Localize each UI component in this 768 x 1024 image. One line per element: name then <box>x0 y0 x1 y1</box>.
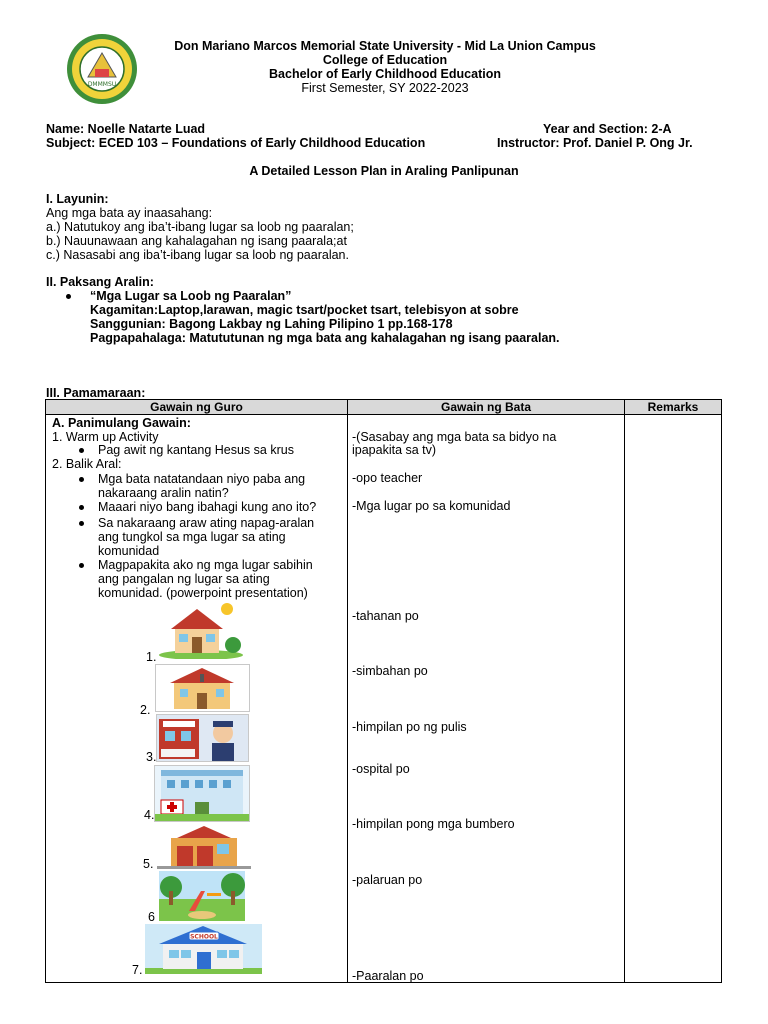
bata-response: ipapakita sa tv) <box>352 443 437 457</box>
bullet-icon <box>79 521 84 526</box>
balik-item-line: nakaraang aralin natin? <box>98 486 229 500</box>
bata-response: -palaruan po <box>352 873 423 887</box>
bata-response: -himpilan pong mga bumbero <box>352 817 515 831</box>
balik-item-line: Maaari niyo bang ibahagi kung ano ito? <box>98 500 317 514</box>
subject: Subject: ECED 103 – Foundations of Early Childhood Education <box>46 136 426 150</box>
fire-station-picture <box>157 824 251 869</box>
bullet-icon <box>66 294 71 299</box>
paksa-sanggunian: Sanggunian: Bagong Lakbay ng Lahing Pilipino 1 pp.168-178 <box>90 317 453 331</box>
church-picture <box>155 664 250 712</box>
layunin-item: c.) Nasasabi ang iba’t-ibang lugar sa loob ng paaralan. <box>46 248 349 262</box>
house-picture <box>157 601 245 659</box>
balik-item-line: Sa nakaraang araw ating napag-aralan <box>98 516 315 530</box>
instructor: Instructor: Prof. Daniel P. Ong Jr. <box>497 136 693 150</box>
pamamaraan-heading: III. Pamamaraan: <box>46 386 146 400</box>
balik-item-line: ang tungkol sa mga lugar sa ating <box>98 530 286 544</box>
bata-response: -ospital po <box>352 762 410 776</box>
picture-number: 1. <box>146 650 157 664</box>
balik-item-line: Mga bata natatandaan niyo paba ang <box>98 472 306 486</box>
picture-number: 5. <box>143 857 154 871</box>
column-header-remarks: Remarks <box>625 400 722 415</box>
paksa-kagamitan: Kagamitan:Laptop,larawan, magic tsart/pocket tsart, telebisyon at sobre <box>90 303 519 317</box>
layunin-intro: Ang mga bata ay inaasahang: <box>46 206 213 220</box>
bullet-icon <box>79 448 84 453</box>
semester: First Semester, SY 2022-2023 <box>301 81 469 95</box>
paksa-title: “Mga Lugar sa Loob ng Paaralan” <box>90 289 292 303</box>
school-sign-text: SCHOOL <box>190 933 218 941</box>
hospital-picture <box>154 765 250 822</box>
column-header-guro: Gawain ng Guro <box>46 400 348 415</box>
warmup-label: 1. Warm up Activity <box>52 430 159 444</box>
column-header-bata: Gawain ng Bata <box>348 400 625 415</box>
balik-item-line: Magpapakita ako ng mga lugar sabihin <box>98 558 313 572</box>
lesson-plan-title: A Detailed Lesson Plan in Araling Panlipunan <box>249 164 519 178</box>
police-station-picture <box>156 714 249 762</box>
layunin-item: b.) Nauunawaan ang kahalagahan ng isang paarala;at <box>46 234 347 248</box>
bata-response: -opo teacher <box>352 471 423 485</box>
college-name: College of Education <box>322 53 448 67</box>
school-picture <box>145 924 262 974</box>
bata-response: -himpilan po ng pulis <box>352 720 467 734</box>
balik-item-line: komunidad. (powerpoint presentation) <box>98 586 308 600</box>
bullet-icon <box>79 477 84 482</box>
balik-aral-label: 2. Balik Aral: <box>52 457 122 471</box>
bata-response: -Mga lugar po sa komunidad <box>352 499 511 513</box>
picture-number: 4. <box>144 808 155 822</box>
balik-item-line: ang pangalan ng lugar sa ating <box>98 572 270 586</box>
layunin-item: a.) Natutukoy ang iba’t-ibang lugar sa loob ng paaralan; <box>46 220 354 234</box>
year-section: Year and Section: 2-A <box>543 122 672 136</box>
bata-response: -tahanan po <box>352 609 419 623</box>
playground-picture <box>159 871 245 921</box>
bullet-icon <box>79 505 84 510</box>
warmup-item: Pag awit ng kantang Hesus sa krus <box>98 443 294 457</box>
university-name: Don Mariano Marcos Memorial State University - Mid La Union Campus <box>174 39 596 53</box>
paksa-pagpapahalaga: Pagpapahalaga: Matututunan ng mga bata ang kahalagahan ng isang paaralan. <box>90 331 560 345</box>
bata-response: -(Sasabay ang mga bata sa bidyo na <box>352 430 557 444</box>
panimulang-gawain: A. Panimulang Gawain: <box>52 416 191 430</box>
picture-number: 7. <box>132 963 143 977</box>
layunin-heading: I. Layunin: <box>46 192 109 206</box>
bullet-icon <box>79 563 84 568</box>
svg-text:DMMMSU: DMMMSU <box>87 81 117 88</box>
bata-response: -Paaralan po <box>352 969 424 983</box>
bata-response: -simbahan po <box>352 664 428 678</box>
student-name: Name: Noelle Natarte Luad <box>46 122 206 136</box>
program-name: Bachelor of Early Childhood Education <box>269 67 501 81</box>
paksa-heading: II. Paksang Aralin: <box>46 275 154 289</box>
picture-number: 2. <box>140 703 151 717</box>
picture-number: 6 <box>148 910 155 924</box>
remarks-cell <box>625 415 722 983</box>
balik-item-line: komunidad <box>98 544 160 558</box>
picture-number: 3. <box>146 750 157 764</box>
